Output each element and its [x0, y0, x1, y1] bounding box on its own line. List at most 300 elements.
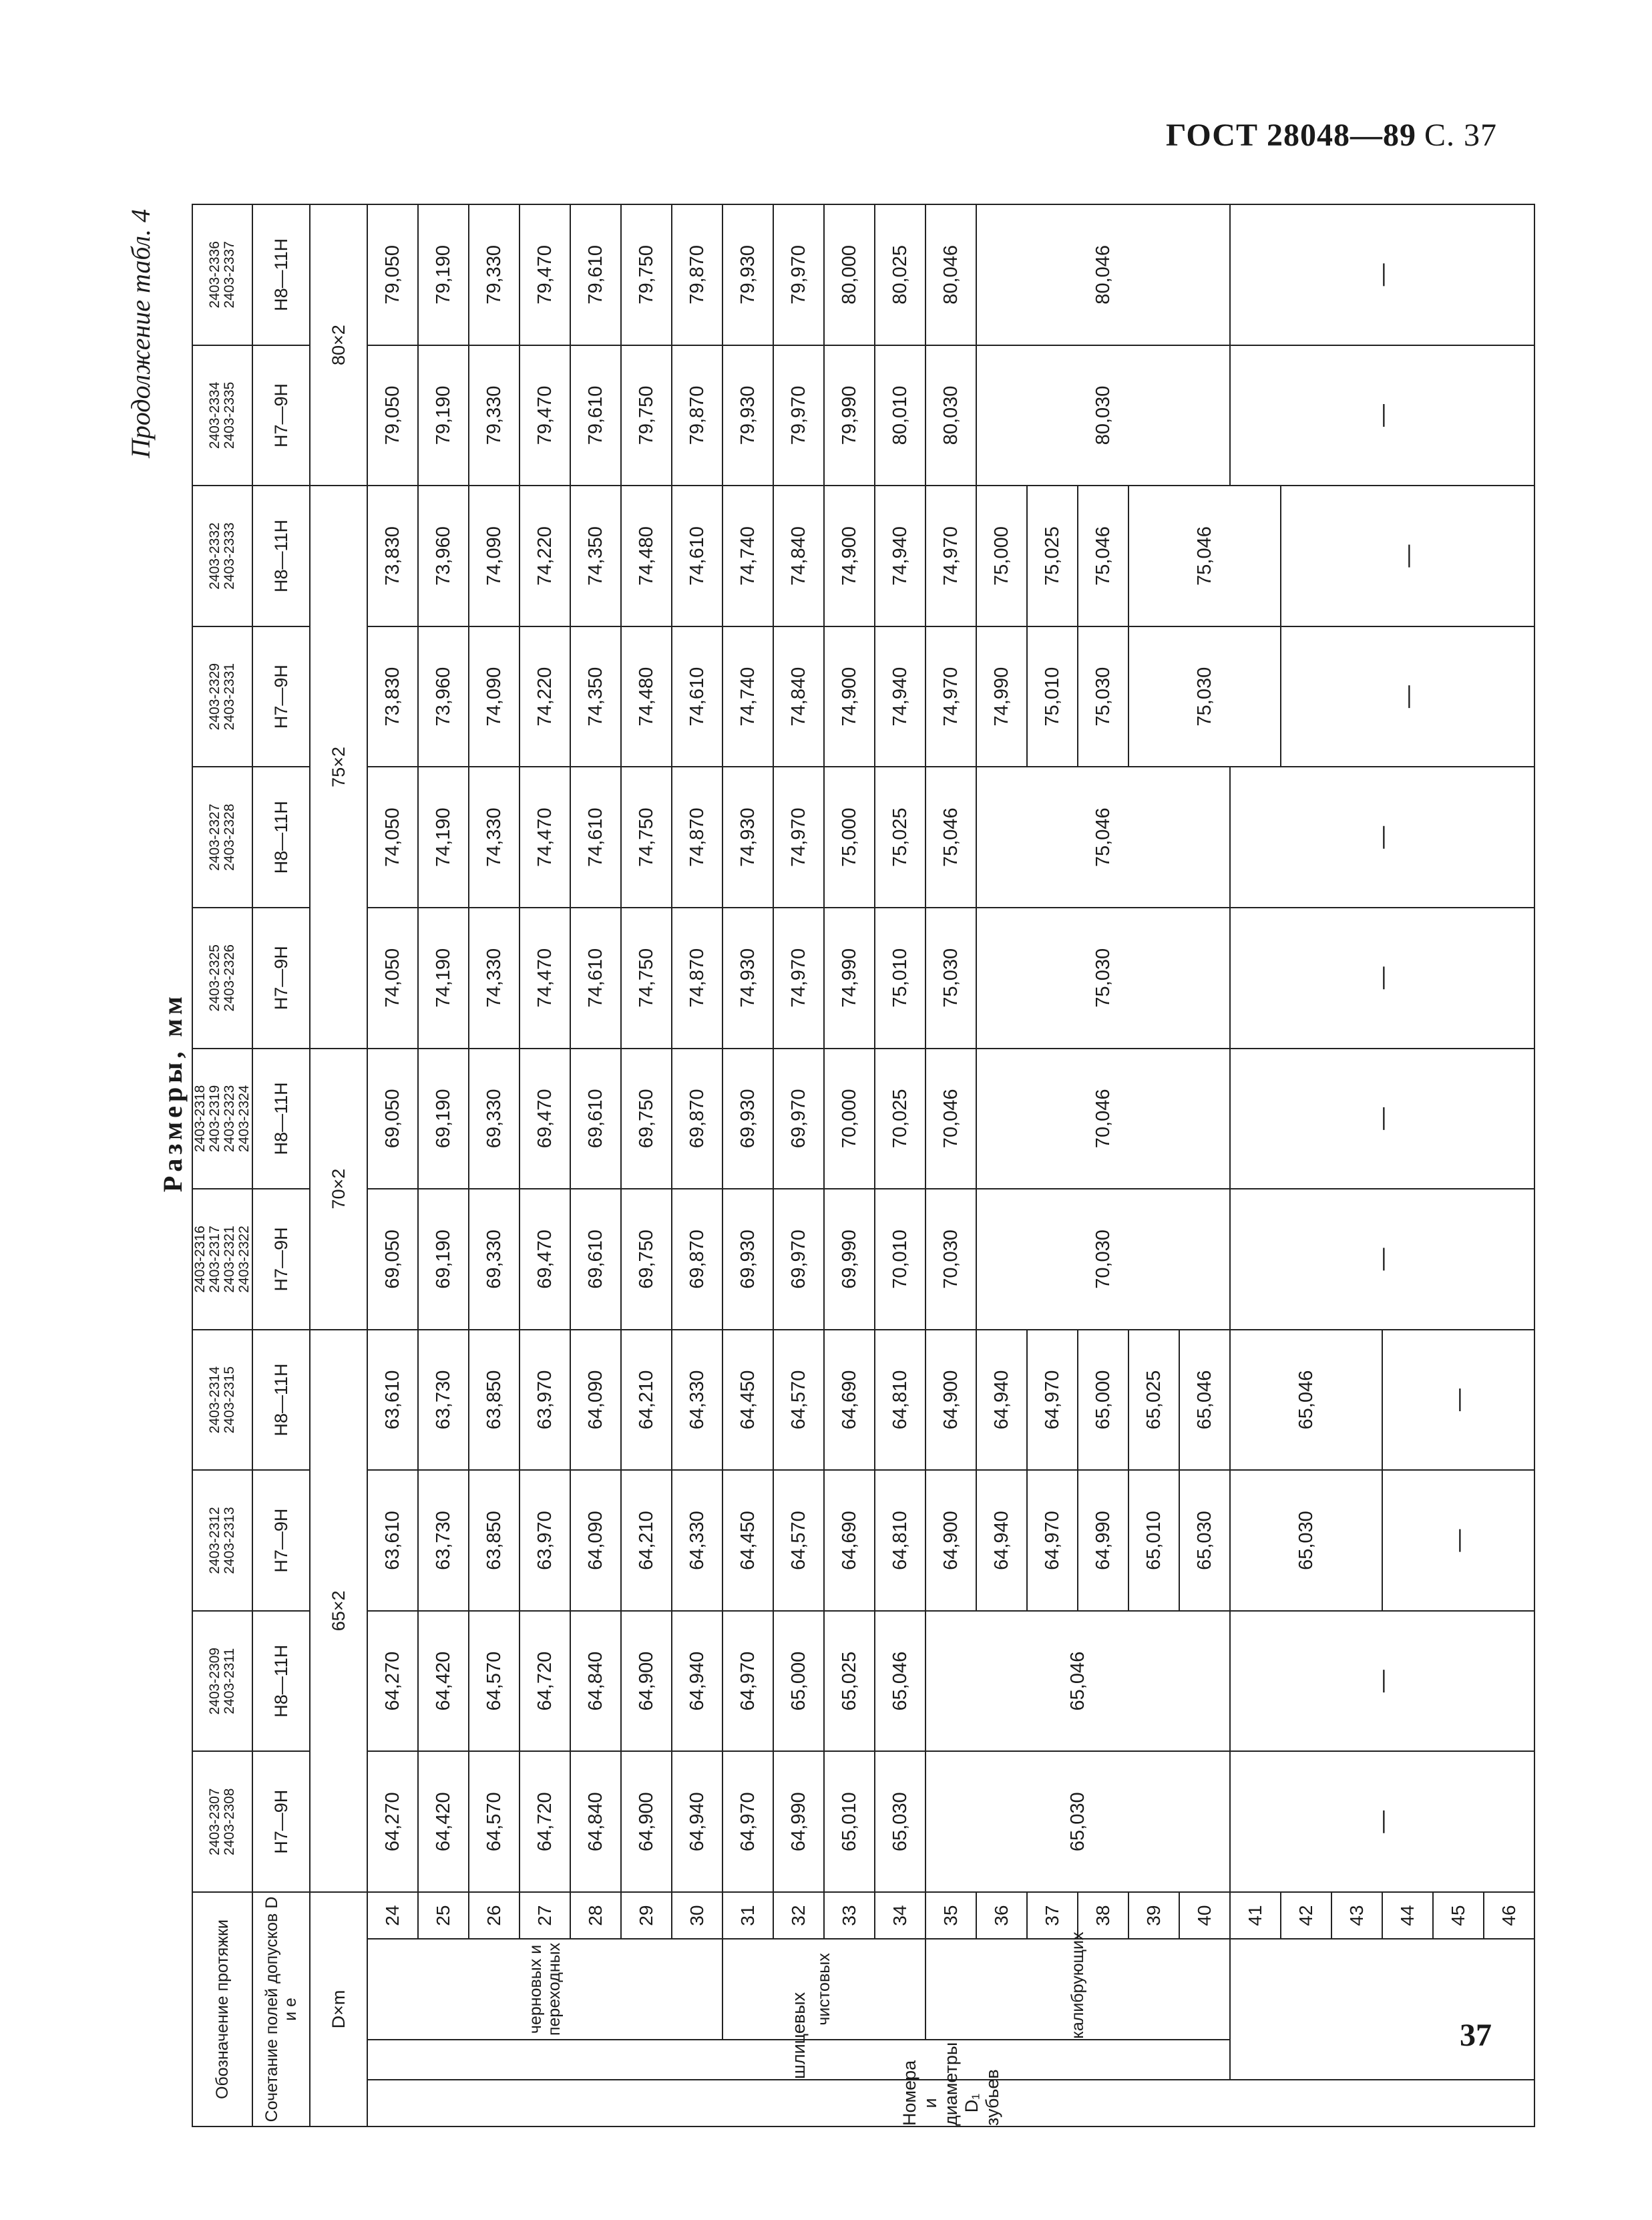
code-line: 2403-2308	[222, 1788, 237, 1855]
tooth-number	[773, 1892, 824, 1939]
diameter-value	[773, 1470, 824, 1611]
diameter-value-text: 65,010	[838, 1792, 860, 1852]
diameter-value	[1179, 1330, 1230, 1471]
tooth-number-text: 38	[1092, 1905, 1113, 1926]
header-row-codes	[192, 204, 252, 2126]
diameter-value	[722, 1470, 773, 1611]
diameter-value	[773, 204, 824, 345]
tolerance-cell	[252, 204, 310, 345]
tolerance-cell	[252, 626, 310, 767]
diameter-value	[1027, 486, 1078, 626]
diameter-value	[875, 1330, 925, 1471]
diameter-value	[418, 1611, 469, 1752]
diameter-value-text: 69,990	[838, 1230, 860, 1289]
diameter-value	[925, 1189, 976, 1330]
diameter-value-text: 73,830	[381, 667, 403, 727]
tolerance-cell-text: H8—11H	[270, 238, 291, 311]
diameter-value	[824, 345, 875, 486]
diameter-value-text: 74,930	[737, 807, 759, 868]
diameter-value-text: 64,330	[686, 1370, 708, 1430]
diameter-value-text: 79,750	[635, 385, 657, 445]
tooth-number-text: 34	[889, 1905, 910, 1926]
diameter-value-text: 79,470	[534, 385, 556, 445]
table-row	[520, 204, 570, 2126]
tooth-number-text: 45	[1448, 1905, 1468, 1926]
tooth-number	[722, 1892, 773, 1939]
tooth-number	[976, 1892, 1027, 1939]
diameter-value	[672, 767, 722, 908]
diameter-value-text: 74,840	[787, 526, 809, 586]
diameter-value-text: 64,900	[940, 1511, 962, 1570]
tolerance-cell	[252, 1611, 310, 1752]
not-applicable-dash-text: —	[1369, 825, 1395, 849]
diameter-value	[824, 1751, 875, 1892]
diameter-value-text: 69,970	[787, 1230, 809, 1289]
label-dxm-text: D×m	[328, 1990, 349, 2029]
tolerance-cell-text: H8—11H	[270, 801, 291, 874]
not-applicable-dash-text: —	[1394, 685, 1420, 709]
label-designation-text: Обозначение протяжки	[213, 1919, 232, 2099]
diameter-value-text: 74,330	[483, 807, 505, 868]
tooth-number-text: 41	[1245, 1905, 1265, 1926]
diameter-value	[621, 345, 672, 486]
merged-diameter-value	[1128, 486, 1281, 626]
diameter-value-text: 74,090	[483, 526, 505, 586]
merged-diameter-value-text: 65,046	[1295, 1370, 1317, 1430]
code-line: 2403-2328	[222, 803, 237, 871]
merged-diameter-value	[976, 767, 1230, 908]
tooth-number-text: 42	[1295, 1905, 1316, 1926]
page-header	[1166, 117, 1497, 154]
tolerance-cell-text: H8—11H	[270, 1082, 291, 1155]
diameter-value-text: 64,810	[889, 1511, 911, 1570]
tooth-number	[621, 1892, 672, 1939]
code-line: 2403-2324	[236, 1085, 252, 1153]
not-applicable-dash	[1382, 1470, 1534, 1611]
diameter-value-text: 80,025	[889, 244, 911, 305]
diameter-value-text: 73,960	[432, 667, 454, 727]
code-line: 2403-2312	[207, 1507, 222, 1574]
label-main-group-text: Номера и диаметры D₁ зубьев	[899, 2042, 1002, 2126]
diameter-value	[875, 908, 925, 1049]
diameter-value-text: 74,220	[534, 526, 556, 586]
diameter-value-text: 79,930	[737, 244, 759, 305]
merged-diameter-value-text: 65,030	[1295, 1511, 1317, 1570]
diameter-value	[418, 626, 469, 767]
diameter-value	[367, 204, 418, 345]
diameter-value	[925, 908, 976, 1049]
sizes-title: Размеры, мм	[158, 992, 188, 1192]
diameter-value	[367, 626, 418, 767]
broach-dimensions-table	[192, 204, 1535, 2127]
diameter-value	[469, 1751, 520, 1892]
diameter-value-text: 69,470	[534, 1089, 556, 1149]
diameter-value-text: 64,420	[432, 1651, 454, 1711]
code-line: 2403-2327	[207, 803, 222, 871]
diameter-value-text: 63,610	[381, 1511, 403, 1570]
table-row	[621, 204, 672, 2126]
tolerance-cell	[252, 908, 310, 1049]
label-rough	[367, 1939, 722, 2039]
diameter-value-text: 75,000	[838, 807, 860, 868]
merged-diameter-value-text: 75,030	[1193, 667, 1215, 727]
diameter-value	[875, 1189, 925, 1330]
diameter-value-text: 74,970	[787, 807, 809, 868]
diameter-value-text: 64,840	[584, 1651, 606, 1711]
tooth-number	[824, 1892, 875, 1939]
diameter-value-text: 64,570	[483, 1792, 505, 1852]
diameter-value	[418, 345, 469, 486]
diameter-value-text: 79,610	[584, 385, 606, 445]
code-cell	[192, 1611, 252, 1752]
diameter-value-text: 63,610	[381, 1370, 403, 1430]
diameter-value-text: 64,270	[381, 1792, 403, 1852]
diameter-value	[773, 1189, 824, 1330]
code-line: 2403-2311	[222, 1648, 237, 1714]
diameter-value-text: 79,330	[483, 244, 505, 305]
tolerance-cell	[252, 1330, 310, 1471]
diameter-value	[824, 1330, 875, 1471]
diameter-value-text: 69,330	[483, 1230, 505, 1289]
diameter-value-text: 69,050	[381, 1230, 403, 1289]
diameter-value-text: 65,025	[838, 1651, 860, 1711]
diameter-value	[469, 626, 520, 767]
continuation-note: Продолжение табл. 4	[126, 209, 156, 459]
not-applicable-dash-text: —	[1369, 1670, 1395, 1693]
diameter-value	[1027, 1470, 1078, 1611]
diameter-value	[672, 1611, 722, 1752]
diameter-value-text: 64,990	[1092, 1511, 1114, 1570]
diameter-value-text: 64,210	[635, 1511, 657, 1570]
diameter-value	[469, 1470, 520, 1611]
code-line: 2403-2307	[207, 1788, 222, 1855]
not-applicable-dash	[1230, 1189, 1534, 1330]
merged-diameter-value	[1230, 1330, 1382, 1471]
diameter-value-text: 63,970	[534, 1370, 556, 1430]
diameter-value	[570, 1049, 621, 1189]
diameter-value	[570, 1189, 621, 1330]
table-row	[722, 204, 773, 2126]
tolerance-cell	[252, 1751, 310, 1892]
diameter-value-text: 64,690	[838, 1370, 860, 1430]
diameter-value-text: 69,050	[381, 1089, 403, 1149]
tolerance-cell	[252, 1470, 310, 1611]
header-row-tolerance	[252, 204, 310, 2126]
diameter-value	[824, 626, 875, 767]
label-splined	[367, 1992, 1230, 2080]
code-cell	[192, 767, 252, 908]
not-applicable-dash	[1230, 1049, 1534, 1189]
diameter-value-text: 74,190	[432, 948, 454, 1008]
tolerance-cell-text: H7—9H	[270, 1789, 291, 1854]
code-line: 2403-2321	[222, 1226, 237, 1293]
diameter-value-text: 70,030	[940, 1230, 962, 1289]
tolerance-cell	[252, 345, 310, 486]
diameter-value-text: 65,046	[889, 1651, 911, 1711]
not-applicable-dash	[1230, 1751, 1534, 1892]
tooth-number-text: 31	[737, 1905, 758, 1926]
tolerance-cell	[252, 1189, 310, 1330]
tooth-number	[1484, 1892, 1534, 1939]
tooth-number-text: 27	[534, 1905, 555, 1926]
diameter-value	[773, 626, 824, 767]
diameter-value-text: 80,030	[940, 385, 962, 445]
diameter-value	[875, 345, 925, 486]
code-line: 2403-2326	[222, 944, 237, 1012]
diameter-value-text: 74,990	[838, 948, 860, 1008]
diameter-value-text: 75,010	[1041, 667, 1063, 727]
diameter-value	[875, 767, 925, 908]
diameter-value	[925, 1470, 976, 1611]
diameter-value-text: 74,050	[381, 948, 403, 1008]
code-line: 2403-2332	[207, 522, 222, 590]
diameter-value-text: 74,050	[381, 807, 403, 868]
diameter-value-text: 69,970	[787, 1089, 809, 1149]
diameter-value	[824, 204, 875, 345]
not-applicable-dash-text: —	[1369, 966, 1395, 990]
diameter-value-text: 75,030	[940, 948, 962, 1008]
diameter-value-text: 64,570	[483, 1651, 505, 1711]
diameter-value	[520, 345, 570, 486]
dxm-cell	[310, 1049, 367, 1330]
diameter-value-text: 74,900	[838, 526, 860, 586]
diameter-value-text: 64,450	[737, 1370, 759, 1430]
diameter-value-text: 64,570	[787, 1511, 809, 1570]
diameter-value-text: 69,190	[432, 1089, 454, 1149]
diameter-value	[875, 1470, 925, 1611]
not-applicable-dash	[1230, 908, 1534, 1049]
diameter-value	[418, 486, 469, 626]
diameter-value-text: 74,470	[534, 807, 556, 868]
table-row	[773, 204, 824, 2126]
diameter-value-text: 63,730	[432, 1370, 454, 1430]
diameter-value	[1128, 1470, 1179, 1611]
diameter-value	[925, 345, 976, 486]
diameter-value	[621, 626, 672, 767]
tooth-number-text: 26	[483, 1905, 504, 1926]
tooth-number-text: 33	[839, 1905, 859, 1926]
diameter-value	[520, 1470, 570, 1611]
diameter-value-text: 64,900	[635, 1651, 657, 1711]
diameter-value	[469, 767, 520, 908]
merged-diameter-value-text: 75,046	[1092, 807, 1114, 868]
diameter-value-text: 79,970	[787, 244, 809, 305]
diameter-value	[570, 486, 621, 626]
diameter-value	[824, 1189, 875, 1330]
tooth-number	[1128, 1892, 1179, 1939]
tooth-number-text: 46	[1498, 1905, 1519, 1926]
tooth-number	[672, 1892, 722, 1939]
diameter-value	[367, 908, 418, 1049]
diameter-value	[621, 1470, 672, 1611]
diameter-value	[520, 767, 570, 908]
tooth-number	[1179, 1892, 1230, 1939]
diameter-value	[367, 767, 418, 908]
not-applicable-dash	[1230, 767, 1534, 908]
label-calibrating-text: калибрующих	[1068, 1931, 1087, 2039]
diameter-value-text: 73,830	[381, 526, 403, 586]
tolerance-cell-text: H7—9H	[270, 1227, 291, 1292]
diameter-value-text: 75,046	[940, 807, 962, 868]
diameter-value-text: 74,900	[838, 667, 860, 727]
label-dxm	[310, 1892, 367, 2126]
not-applicable-dash	[1281, 626, 1534, 767]
code-line: 2403-2323	[222, 1085, 237, 1153]
not-applicable-dash-text: —	[1369, 263, 1395, 287]
diameter-value-text: 64,570	[787, 1370, 809, 1430]
diameter-value-text: 74,970	[940, 526, 962, 586]
diameter-value	[672, 1751, 722, 1892]
table-row	[418, 204, 469, 2126]
diameter-value-text: 75,010	[889, 948, 911, 1008]
diameter-value	[570, 767, 621, 908]
diameter-value-text: 69,330	[483, 1089, 505, 1149]
diameter-value-text: 79,930	[737, 385, 759, 445]
code-cell	[192, 908, 252, 1049]
diameter-value	[520, 486, 570, 626]
diameter-value	[925, 486, 976, 626]
tooth-number-text: 36	[991, 1905, 1012, 1926]
label-tolerance	[252, 1892, 310, 2126]
diameter-value	[824, 767, 875, 908]
diameter-value-text: 64,090	[584, 1511, 606, 1570]
diameter-value	[672, 1189, 722, 1330]
diameter-value-text: 63,850	[483, 1370, 505, 1430]
table-row	[824, 204, 875, 2126]
diameter-value	[621, 767, 672, 908]
diameter-value	[469, 1330, 520, 1471]
diameter-value	[722, 204, 773, 345]
diameter-value-text: 64,900	[635, 1792, 657, 1852]
table-row	[925, 204, 976, 2126]
tooth-number-text: 40	[1194, 1905, 1215, 1926]
diameter-value	[824, 1611, 875, 1752]
diameter-value	[722, 626, 773, 767]
diameter-value	[925, 1330, 976, 1471]
tolerance-cell-text: H8—11H	[270, 520, 291, 593]
tooth-number	[570, 1892, 621, 1939]
code-cell	[192, 1189, 252, 1330]
diameter-value	[1027, 626, 1078, 767]
diameter-value-text: 74,610	[686, 526, 708, 586]
diameter-value-text: 75,030	[1092, 667, 1114, 727]
diameter-value-text: 64,420	[432, 1792, 454, 1852]
diameter-value-text: 64,970	[1041, 1511, 1063, 1570]
diameter-value-text: 64,270	[381, 1651, 403, 1711]
diameter-value	[570, 345, 621, 486]
diameter-value	[722, 1189, 773, 1330]
diameter-value-text: 69,870	[686, 1230, 708, 1289]
diameter-value-text: 65,000	[787, 1651, 809, 1711]
label-finish	[722, 1939, 925, 2039]
diameter-value	[722, 1611, 773, 1752]
diameter-value	[469, 1049, 520, 1189]
tooth-number	[1230, 1892, 1281, 1939]
diameter-value-text: 74,740	[737, 526, 759, 586]
diameter-value-text: 74,970	[787, 948, 809, 1008]
dxm-cell	[310, 204, 367, 486]
diameter-value-text: 65,010	[1143, 1511, 1165, 1570]
diameter-value-text: 74,610	[686, 667, 708, 727]
diameter-value-text: 74,190	[432, 807, 454, 868]
diameter-value	[672, 1330, 722, 1471]
diameter-value-text: 74,090	[483, 667, 505, 727]
diameter-value	[875, 626, 925, 767]
diameter-value	[469, 204, 520, 345]
diameter-value-text: 65,000	[1092, 1370, 1114, 1430]
diameter-value	[418, 1470, 469, 1611]
diameter-value-text: 69,930	[737, 1089, 759, 1149]
diameter-value-text: 74,750	[635, 807, 657, 868]
merged-diameter-value	[976, 908, 1230, 1049]
diameter-value	[875, 1751, 925, 1892]
dxm-cell-text: 65×2	[328, 1590, 349, 1632]
code-line: 2403-2317	[207, 1226, 222, 1293]
diameter-value-text: 64,970	[737, 1792, 759, 1852]
tolerance-cell	[252, 767, 310, 908]
tolerance-cell	[252, 486, 310, 626]
diameter-value-text: 64,450	[737, 1511, 759, 1570]
diameter-value-text: 70,000	[838, 1089, 860, 1149]
diameter-value	[773, 1611, 824, 1752]
diameter-value	[367, 1470, 418, 1611]
tooth-number-text: 28	[585, 1905, 606, 1926]
diameter-value-text: 65,030	[1193, 1511, 1215, 1570]
diameter-value	[621, 1330, 672, 1471]
diameter-value	[469, 486, 520, 626]
diameter-value	[773, 486, 824, 626]
not-applicable-dash	[1230, 1611, 1534, 1752]
tooth-number-text: 32	[788, 1905, 809, 1926]
diameter-value	[469, 1189, 520, 1330]
diameter-value	[875, 486, 925, 626]
diameter-value-text: 75,025	[889, 807, 911, 868]
diameter-value	[672, 626, 722, 767]
diameter-value	[925, 626, 976, 767]
label-splined-text: шлицевых	[788, 1992, 809, 2079]
merged-diameter-value-text: 65,046	[1066, 1651, 1088, 1711]
merged-diameter-value	[1128, 626, 1281, 767]
diameter-value-text: 64,940	[686, 1792, 708, 1852]
diameter-value	[570, 626, 621, 767]
label-calibrating	[925, 1931, 1230, 2039]
diameter-value-text: 69,190	[432, 1230, 454, 1289]
tooth-number	[1433, 1892, 1484, 1939]
diameter-value-text: 74,940	[889, 667, 911, 727]
diameter-value	[570, 204, 621, 345]
diameter-value-text: 74,610	[584, 807, 606, 868]
diameter-value	[570, 1611, 621, 1752]
diameter-value	[367, 1751, 418, 1892]
diameter-value	[1078, 486, 1128, 626]
diameter-value	[672, 908, 722, 1049]
diameter-value	[469, 345, 520, 486]
not-applicable-dash-text: —	[1445, 1529, 1471, 1552]
diameter-value-text: 63,730	[432, 1511, 454, 1570]
diameter-value	[621, 1189, 672, 1330]
diameter-value-text: 80,046	[940, 244, 962, 305]
merged-diameter-value-text: 70,030	[1092, 1230, 1114, 1289]
code-line: 2403-2331	[222, 663, 237, 731]
diameter-value-text: 79,470	[534, 244, 556, 305]
diameter-value-text: 69,750	[635, 1230, 657, 1289]
code-cell	[192, 486, 252, 626]
diameter-value-text: 65,025	[1143, 1370, 1165, 1430]
diameter-value	[418, 204, 469, 345]
diameter-value-text: 74,610	[584, 948, 606, 1008]
diameter-value	[1078, 1470, 1128, 1611]
tooth-number	[1281, 1892, 1331, 1939]
